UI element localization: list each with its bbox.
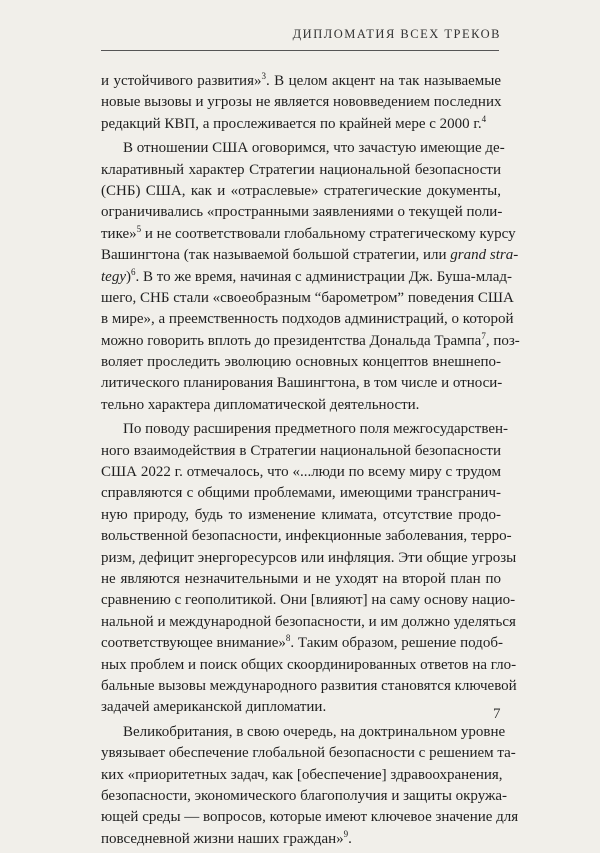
- footnote-ref: 9: [343, 828, 349, 839]
- paragraph: [101, 419, 517, 718]
- text-line: [101, 288, 514, 309]
- text-line: [101, 92, 501, 113]
- line-text: не являются незначительными и не уходят на второй план по: [101, 570, 501, 587]
- line-text: бальные вызовы международного развития становятся ключевой: [101, 677, 517, 694]
- line-text: . В целом акцент на так называемые: [265, 73, 501, 89]
- text-line: [101, 352, 501, 373]
- line-text: в мире», а преемственность подходов администраций, о которой: [101, 311, 514, 328]
- footnote-ref: 5: [136, 223, 142, 234]
- text-line: [101, 655, 517, 676]
- line-text: вольственной безопасности, инфекционные заболевания, терро-: [101, 528, 512, 545]
- text-line: [101, 569, 501, 590]
- line-text: По поводу расширения предметного поля межгосударствен-: [123, 421, 508, 438]
- line-text: увязывает обеспечение глобальной безопасности с решением та-: [101, 745, 516, 762]
- text-line: [101, 743, 516, 764]
- text-line: [101, 722, 506, 743]
- line-text: ограничивались «пространными заявлениями о текущей поли-: [101, 204, 503, 221]
- line-text: кларативный характер Стратегии национальной безопасности: [101, 161, 501, 178]
- line-text: соответствующее внимание»: [101, 635, 286, 652]
- line-text: и устойчивого развития»: [101, 73, 262, 89]
- text-line: [101, 245, 519, 266]
- line-text: . В то же время, начиная с администрации Дж. Буша-млад-: [135, 268, 513, 285]
- text-line: [101, 419, 508, 440]
- line-text: ных проблем и поиск общих скоординированных ответов на гло-: [101, 656, 517, 673]
- text-line: [101, 765, 501, 786]
- line-text: ризм, дефицит энергоресурсов или инфляция. Эти общие угрозы: [101, 549, 517, 566]
- text-line: [101, 181, 501, 202]
- text-line: [101, 71, 501, 92]
- text-line: [101, 505, 501, 526]
- paragraph: [101, 722, 519, 850]
- line-text: задачей американской дипломатии.: [101, 699, 327, 716]
- line-text: можно говорить вплоть до президентства Дональда Трампа: [101, 332, 482, 349]
- footnote-ref: 8: [285, 633, 291, 644]
- line-text: В отношении США оговоримся, что зачастую имеющие де-: [123, 140, 505, 157]
- header-rule: [101, 50, 499, 51]
- footnote-ref: 7: [481, 330, 486, 341]
- text-line: [101, 330, 520, 352]
- text-line: [101, 526, 512, 547]
- line-text: ): [125, 268, 131, 285]
- line-text: ного взаимодействия в Стратегии национальной безопасности: [101, 442, 501, 459]
- running-header: ДИПЛОМАТИЯ ВСЕХ ТРЕКОВ: [292, 27, 501, 41]
- line-text: и не соответствовали глобальному стратегическому курсу: [141, 225, 516, 242]
- italic-text: grand stra-: [450, 247, 519, 264]
- footnote-ref: 6: [130, 266, 136, 277]
- line-text: нальной и международной безопасности, и им должно уделяться: [101, 613, 516, 630]
- line-text: ную природу, будь то изменение климата, отсутствие продо-: [101, 506, 501, 523]
- line-text: США 2022 г. отмечалось, что «...люди по всему миру с трудом: [101, 464, 501, 481]
- footnote-ref: 4: [481, 113, 487, 124]
- line-text: , поз-: [485, 332, 520, 349]
- text-line: [101, 483, 501, 504]
- page-number: 7: [493, 706, 501, 722]
- line-text: .: [348, 830, 352, 847]
- text-line: [101, 114, 501, 135]
- text-line: [101, 633, 501, 654]
- text-line: [101, 676, 517, 697]
- line-text: новые вызовы и угрозы не является нововведением последних: [101, 94, 502, 111]
- line-text: Великобритания, в свою очередь, на доктринальном уровне: [123, 723, 506, 740]
- line-text: редакций КВП, а прослеживается по крайней мере с 2000 г.: [101, 115, 482, 132]
- text-line: [101, 548, 517, 569]
- line-text: . Таким образом, решение подоб-: [290, 635, 503, 652]
- paragraph: [101, 138, 520, 416]
- text-line: [101, 202, 501, 223]
- line-text: ющей среды — вопросов, которые имеют ключевое значение для: [101, 809, 519, 826]
- line-text: Вашингтона (так называемой большой стратегии, или: [101, 247, 451, 264]
- line-text: ких «приоритетных задач, как [обеспечение] здравоохранения,: [101, 766, 503, 783]
- footnote-ref: 3: [261, 71, 266, 81]
- line-text: безопасности, экономического благополучия и защиты окружа-: [101, 787, 508, 804]
- text-line: [101, 373, 501, 394]
- text-line: [101, 395, 501, 416]
- line-text: тике»: [101, 225, 137, 242]
- text-line: [101, 138, 505, 159]
- text-line: [101, 829, 501, 850]
- text-line: [101, 807, 519, 828]
- text-line: [101, 786, 508, 807]
- line-text: повседневной жизни наших граждан»: [101, 830, 344, 847]
- text-line: [101, 160, 501, 181]
- text-line: [101, 223, 516, 245]
- text-line: [101, 441, 501, 462]
- line-text: справляются с общими проблемами, имеющими трансгранич-: [101, 485, 501, 502]
- text-line: [101, 590, 516, 611]
- line-text: тельно характера дипломатической деятельности.: [101, 396, 420, 413]
- italic-text: tegy: [101, 268, 126, 285]
- text-line: [101, 462, 501, 483]
- line-text: литического планирования Вашингтона, в том числе и относи-: [101, 375, 503, 392]
- paragraph: [101, 71, 501, 135]
- text-line: [101, 697, 501, 718]
- line-text: воляет проследить эволюцию основных концептов внешнепо-: [101, 354, 501, 371]
- text-line: [101, 309, 514, 330]
- line-text: сравнению с геополитикой. Они [влияют] на саму основу нацио-: [101, 592, 516, 609]
- line-text: шего, СНБ стали «своеобразным “барометром” поведения США: [101, 289, 514, 306]
- text-line: [101, 266, 513, 288]
- line-text: (СНБ) США, как и «отраслевые» стратегические документы,: [101, 182, 501, 199]
- body-text: [101, 71, 520, 853]
- text-line: [101, 612, 516, 633]
